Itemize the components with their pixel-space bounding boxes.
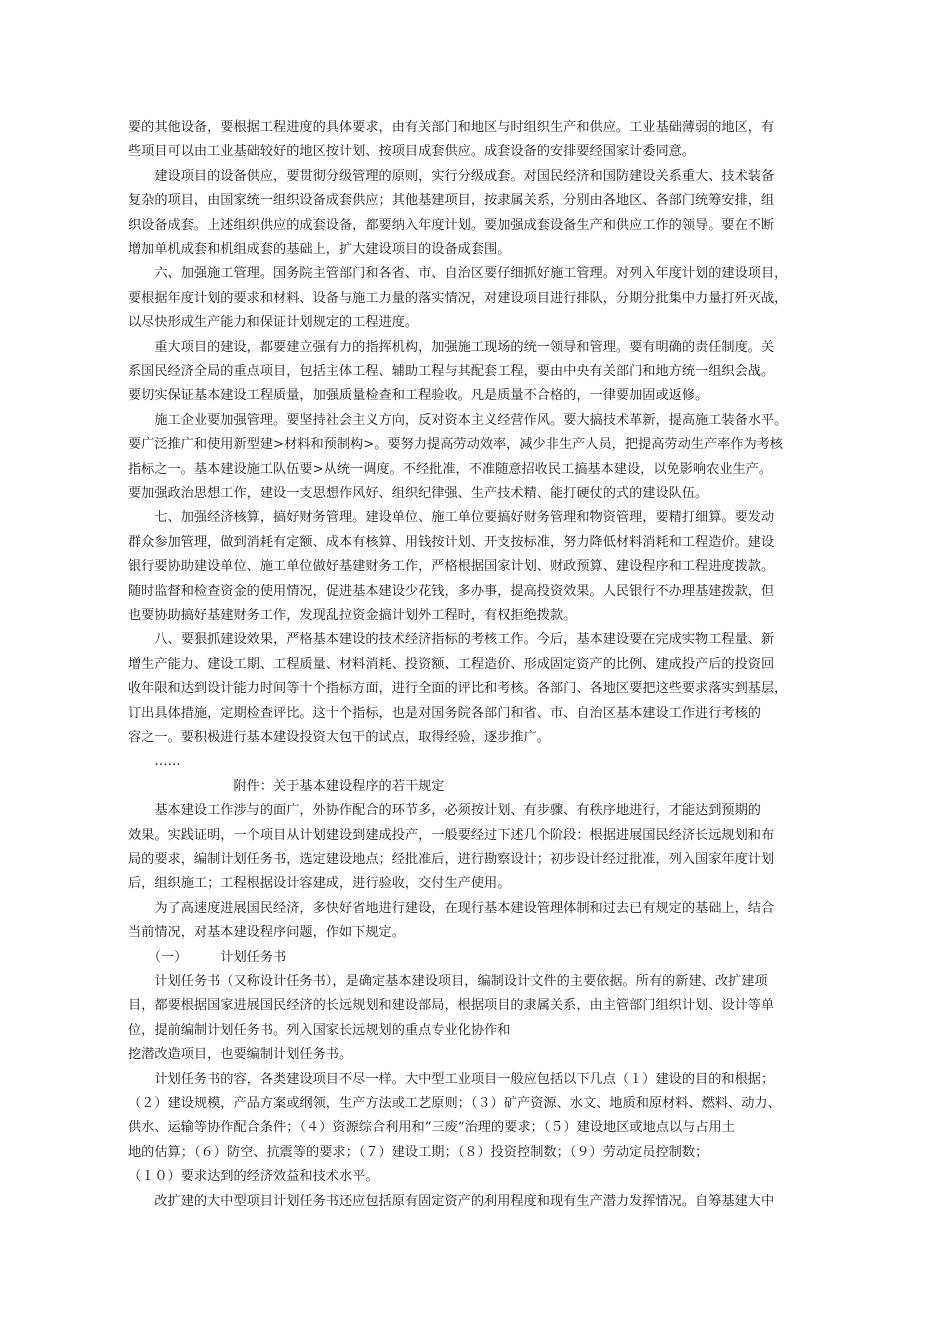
text-line: 增加单机成套和机组成套的基础上，扩大建设项目的设备成套围。 (128, 242, 511, 257)
text-line: 系国民经济全局的重点项目，包括主体工程、辅助工程与其配套工程，要由中央有关部门和地方统一组织会战。 (128, 364, 775, 379)
text-line: 要的其他设备，要根据工程进度的具体要求，由有关部门和地区与时组织生产和供应。工业基础薄弱的地区，有 (128, 120, 775, 135)
text-line: 订出具体措施，定期检查评比。这十个指标，也是对国务院各部门和省、市、自治区基本建设工作进行考核的 (128, 705, 761, 721)
text-line: （１０）要求达到的经济效益和技术水平。 (128, 1169, 379, 1185)
text-line: 基本建设工作涉与的面广，外协作配合的环节多，必须按计划、有步骤、有秩序地进行，才能达到预期的 (128, 803, 761, 819)
text-line: 目，都要根据国家进展国民经济的长远规划和建设部局，根据项目的隶属关系，由主管部门组织计划、设计等单 (128, 998, 775, 1014)
text-line: 随时监督和检查资金的使用情况，促进基本建设少花钱，多办事，提高投资效果。人民银行不办理基建拨款，但 (128, 583, 775, 599)
text-line: 要广泛推广和使用新型建>材料和预制构>。要努力提高劳动效率，减少非生产人员，把提高劳动生产率作为考核 (128, 437, 784, 453)
text-line: 要切实保证基本建设工程质量，加强质量检查和工程验收。凡是质量不合格的，一律要加固或返修。 (128, 388, 709, 404)
text-line: 要根据年度计划的要求和材料、设备与施工力量的落实情况，对建设项目进行排队，分期分批集中力量打歼灭战， (128, 290, 788, 306)
text-line: 地的估算；（６）防空、抗震等的要求；（７）建设工期；（８）投资控制数；（９）劳动定员控制数； (128, 1144, 709, 1160)
text-line: （２）建设规模，产品方案或纲领，生产方法或工艺原则；（３）矿产资源、水文、地质和原材料、燃料、动力、 (128, 1096, 781, 1111)
text-line: 群众参加管理，做到消耗有定额、成本有核算、用钱按计划、开支按标准，努力降低材料消耗和工程造价。建设 (128, 534, 775, 550)
text-line: 些项目可以由工业基础较好的地区按计划、按项目成套供应。成套设备的安排要经国家计委同意。 (128, 144, 696, 160)
text-line: 增生产能力、建设工期、工程质量、材料消耗、投资额、工程造价、形成固定资产的比例、建成投产后的投资回 (128, 656, 775, 672)
text-line: 供水、运输等协作配合条件；（４）资源综合利用和“三废”治理的要求；（５）建设地区或地点以与占用土 (128, 1120, 735, 1136)
text-line: 八、要狠抓建设效果，严格基本建设的技术经济指标的考核工作。今后，基本建设要在完成实物工程量、新 (128, 632, 775, 648)
text-line: 后，组织施工；工程根据设计容建成，进行验收，交付生产使用。 (128, 876, 511, 892)
text-line: （一） 计划任务书 (128, 949, 287, 965)
text-line: 六、加强施工管理。国务院主管部门和各省、市、自治区要仔细抓好施工管理。对列入年度计划的建设项目， (128, 266, 788, 282)
text-line: 局的要求，编制计划任务书，选定建设地点；经批准后，进行勘察设计；初步设计经过批准，列入国家年度计划 (128, 852, 775, 867)
text-line: 七、加强经济核算，搞好财务管理。建设单位、施工单位要搞好财务管理和物资管理，要精打细算。要发动 (128, 510, 775, 526)
text-line: 当前情况，对基本建设程序问题，作如下规定。 (128, 925, 405, 941)
text-line: 银行要协助建设单位、施工单位做好基建财务工作，严格根据国家计划、财政预算、建设程序和工程进度拨款。 (128, 559, 775, 575)
text-line: 容之一。要积极进行基本建设投资大包干的试点，取得经验，逐步推广。 (128, 730, 550, 745)
text-line: 指标之一。基本建设施工队伍要>从统一调度。不经批准，不准随意招收民工搞基本建设，以免影响农业生产。 (128, 461, 773, 477)
text-line: 复杂的项目，由国家统一组织设备成套供应；其他基建项目，按隶属关系，分别由各地区、各部门统筹安排，组 (128, 193, 775, 209)
text-line: 收年限和达到设计能力时间等十个指标方面，进行全面的评比和考核。各部门、各地区要把这些要求落实到基层， (128, 681, 788, 697)
text-line: 附件：关于基本建设程序的若干规定 (128, 778, 445, 794)
text-line: …… (128, 754, 181, 770)
text-line: 位，提前编制计划任务书。列入国家长远规划的重点专业化协作和 (128, 1022, 511, 1038)
text-line: 改扩建的大中型项目计划任务书还应包括原有固定资产的利用程度和现有生产潜力发挥情况。自筹基建大中 (128, 1193, 775, 1209)
text-line: 建设项目的设备供应，要贯彻分级管理的原则，实行分级成套。对国民经济和国防建设关系重大、技术装备 (128, 168, 775, 184)
text-line: 计划任务书的容，各类建设项目不尽一样。大中型工业项目一般应包括以下几点（１）建设的目的和根据； (128, 1071, 775, 1087)
text-line: 为了高速度进展国民经济，多快好省地进行建设，在现行基本建设管理体制和过去已有规定的基础上，结合 (128, 900, 775, 916)
text-line: 计划任务书（又称设计任务书），是确定基本建设项目，编制设计文件的主要依据。所有的新建、改扩建项 (128, 974, 768, 989)
text-line: 也要协助搞好基建财务工作，发现乱拉资金搞计划外工程时，有权拒绝拨款。 (128, 608, 577, 623)
text-line: 挖潜改造项目，也要编制计划任务书。 (128, 1047, 353, 1063)
text-line: 重大项目的建设，都要建立强有力的指挥机构，加强施工现场的统一领导和管理。要有明确的责任制度。关 (128, 339, 775, 355)
text-line: 施工企业要加强管理。要坚持社会主义方向，反对资本主义经营作风。要大搞技术革新，提高施工装备水平。 (128, 412, 788, 428)
text-line: 织设备成套。上述组织供应的成套设备，都要纳入年度计划。要加强成套设备生产和供应工作的领导。要在不断 (128, 217, 775, 233)
text-line: 效果。实践证明，一个项目从计划建设到建成投产，一般要经过下述几个阶段：根据进展国民经济长远规划和布 (128, 827, 775, 843)
text-line: 以尽快形成生产能力和保证计划规定的工程进度。 (128, 315, 419, 331)
text-line: 要加强政治思想工作，建设一支思想作风好、组织纪律强、生产技术精、能打硬仗的式的建设队伍。 (128, 486, 709, 501)
